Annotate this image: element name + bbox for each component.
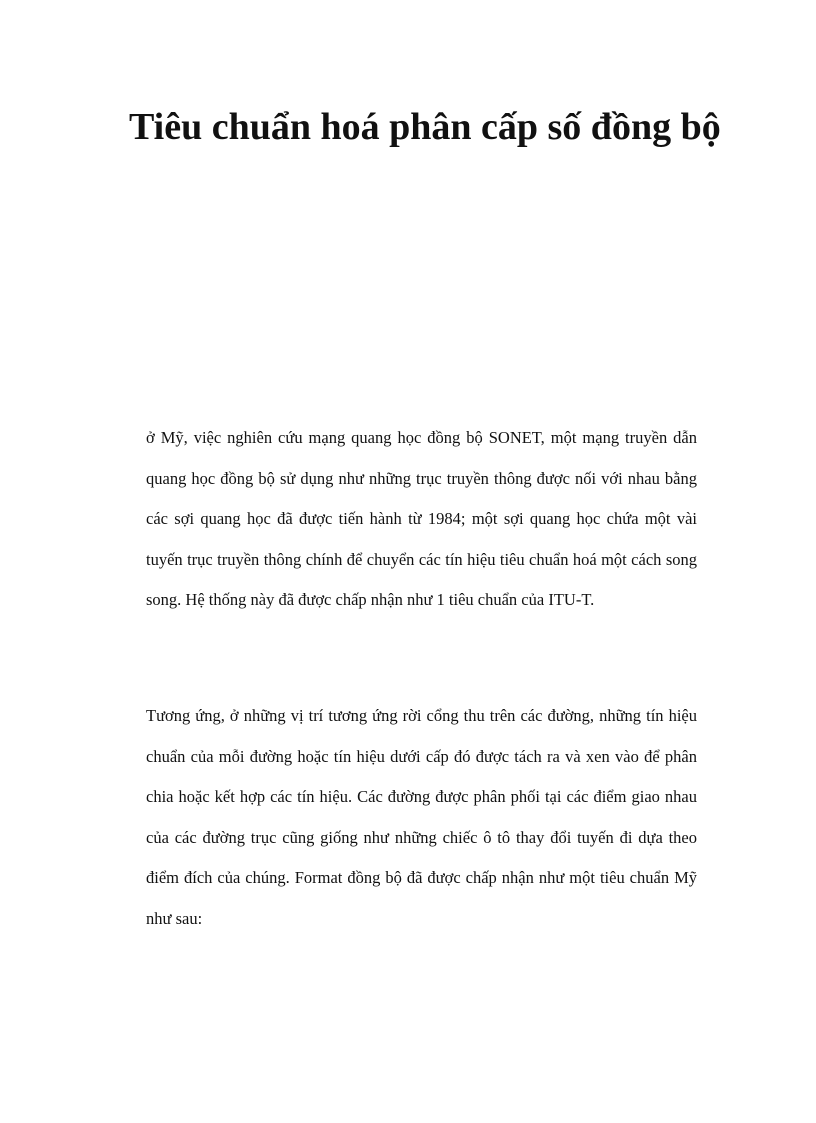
paragraph-sonet-intro: ở Mỹ, việc nghiên cứu mạng quang học đồng bộ SONET, một mạng truyền dẫn quang học đồng bộ sử dụng như những trục truyền thông được nối với nhau bằng các sợi quang học đã được tiến hành từ 1984; một sợi quang học chứa một vài tuyến trục truyền thông chính để chuyển các tín hiệu tiêu chuẩn hoá một cách song song. Hệ thống này đã được chấp nhận như 1 tiêu chuẩn của ITU-T.: [146, 428, 697, 610]
document-title: Tiêu chuẩn hoá phân cấp số đồng bộ: [129, 106, 721, 148]
paragraph-signal-routing: Tương ứng, ở những vị trí tương ứng rời cổng thu trên các đường, những tín hiệu chuẩn của mỗi đường hoặc tín hiệu dưới cấp đó được tách ra và xen vào để phân chia hoặc kết hợp các tín hiệu. Các đường được phân phối tại các điểm giao nhau của các đường trục cũng giống như những chiếc ô tô thay đổi tuyến đi dựa theo điểm đích của chúng. Format đồng bộ đã được chấp nhận như một tiêu chuẩn Mỹ như sau:: [146, 706, 697, 928]
